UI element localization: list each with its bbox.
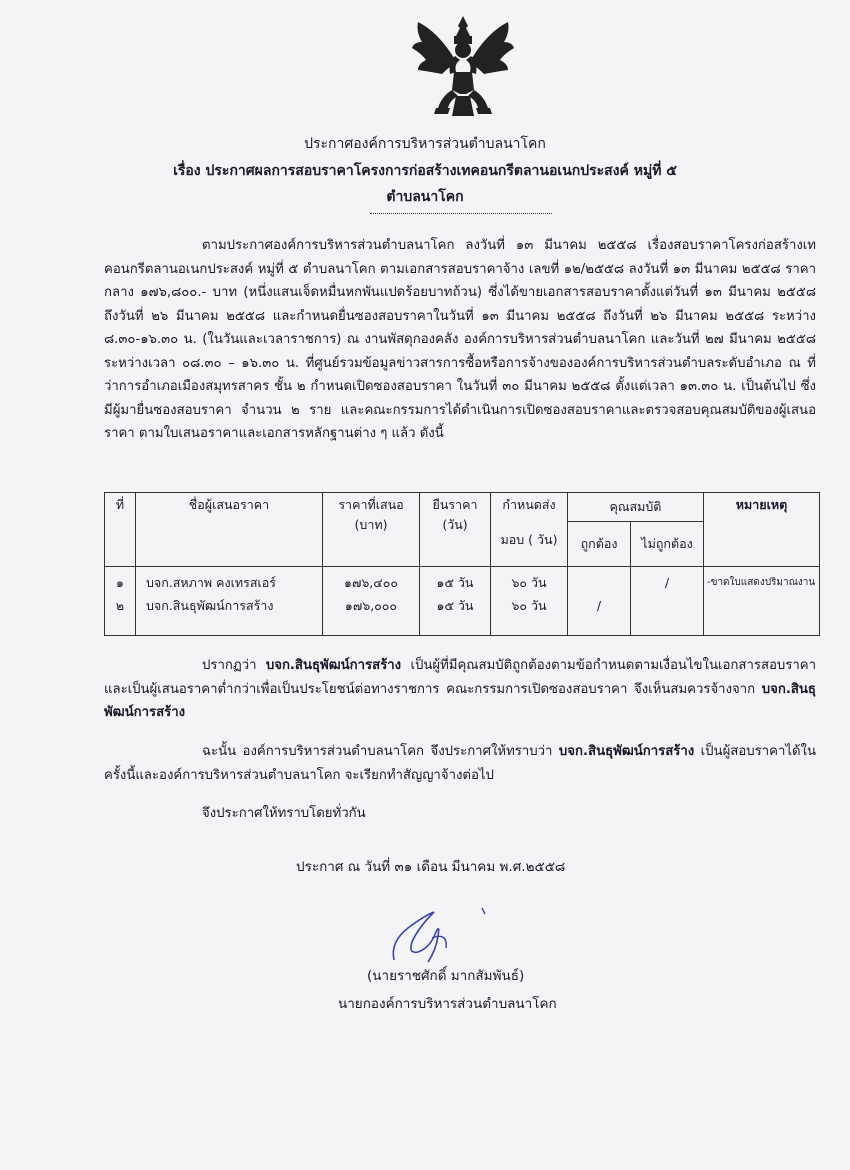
announcement-paragraph: [104, 740, 816, 787]
issuer-title: ประกาศองค์การบริหารส่วนตำบลนาโคก: [304, 136, 546, 152]
col-qualification: คุณสมบัติ: [568, 493, 704, 522]
signature-icon: [388, 902, 488, 968]
col-validity-label: ยืนราคา: [432, 497, 478, 512]
row-delivery: ๖๐ วัน: [511, 598, 547, 613]
row-remark-cell: [704, 567, 820, 636]
row-incorrect-cell: [631, 567, 704, 636]
table-row: [105, 567, 820, 636]
col-incorrect: ไม่ถูกต้อง: [631, 522, 704, 567]
col-bidder: ชื่อผู้เสนอราคา: [136, 493, 323, 567]
col-delivery-unit: มอบ ( วัน): [500, 532, 558, 547]
col-price-unit: (บาท): [354, 517, 388, 532]
col-validity: [420, 493, 491, 567]
announce-text-c: เป็นผู้สอบราคาได้ในครั้งนี้และองค์การบริหารส่วนตำบลนาโคก จะเรียกทำสัญญาจ้างต่อไป: [104, 744, 816, 783]
row-delivery-cell: [491, 567, 568, 636]
row-price: ๑๗๖,๔๐๐: [344, 575, 398, 590]
col-validity-unit: (วัน): [442, 517, 468, 532]
subject-title-line2: ตำบลนาโคก: [386, 189, 464, 205]
date-line: ประกาศ ณ วันที่ ๓๑ เดือน มีนาคม พ.ศ.๒๕๕๘: [296, 859, 566, 875]
signer-title: นายกองค์การบริหารส่วนตำบลนาโคก: [338, 996, 557, 1012]
row-correct-cell: [568, 567, 631, 636]
row-price: ๑๗๖,๐๐๐: [344, 598, 398, 613]
winner-name: บจก.สินธุพัฒน์การสร้าง: [104, 681, 816, 720]
bid-results-table: [104, 492, 820, 636]
result-text-a: ปรากฏว่า: [202, 658, 257, 673]
winner-name: บจก.สินธุพัฒน์การสร้าง: [558, 744, 695, 759]
subject-title: เรื่อง ประกาศผลการสอบราคาโครงการก่อสร้างเทคอนกรีตลานอเนกประสงค์ หมู่ที่ ๕: [173, 163, 677, 179]
garuda-emblem-icon: [408, 12, 518, 124]
general-notice: [104, 802, 816, 826]
announce-text-a: ฉะนั้น องค์การบริหารส่วนตำบลนาโคก จึงประกาศให้ทราบว่า: [202, 744, 553, 759]
row-validity-cell: [420, 567, 491, 636]
row-correct: /: [596, 598, 602, 613]
col-no: ที่: [105, 493, 136, 567]
divider: [370, 213, 552, 214]
row-validity: ๑๕ วัน: [436, 598, 474, 613]
col-price-label: ราคาที่เสนอ: [338, 497, 404, 512]
row-delivery: ๖๐ วัน: [511, 575, 547, 590]
col-remark: หมายเหตุ: [704, 493, 820, 567]
row-remark: -ขาดใบแสดงปริมาณงาน: [707, 577, 816, 588]
col-correct: ถูกต้อง: [568, 522, 631, 567]
row-no-cell: [105, 567, 136, 636]
row-incorrect: /: [664, 575, 670, 590]
winner-name: บจก.สินธุพัฒน์การสร้าง: [265, 658, 402, 673]
col-delivery: [491, 493, 568, 567]
general-notice-text: จึงประกาศให้ทราบโดยทั่วกัน: [202, 806, 366, 821]
row-bidder: บจก.สินธุพัฒน์การสร้าง: [146, 598, 274, 613]
result-paragraph: [104, 654, 816, 725]
col-price: [323, 493, 420, 567]
row-no: ๑: [116, 575, 124, 590]
row-no: ๒: [115, 598, 125, 613]
row-bidder-cell: [136, 567, 323, 636]
col-delivery-label: กำหนดส่ง: [502, 497, 556, 512]
intro-text: ตามประกาศองค์การบริหารส่วนตำบลนาโคก ลงวันที่ ๑๓ มีนาคม ๒๕๕๘ เรื่องสอบราคาโครงก่อสร้างเทคอนกรีตลานอเนกประสงค์ หมู่ที่ ๕ ตำบลนาโคก ตามเอกสารสอบราคาจ้าง เลขที่ ๑๒/๒๕๕๘ ลงวันที่ ๑๓ มีนาคม ๒๕๕๘ ราคากลาง ๑๗๖,๘๐๐.- บาท (หนึ่งแสนเจ็ดหมื่นหกพันแปดร้อยบาทถ้วน) ซึ่งได้ขายเอกสารสอบราคาตั้งแต่วันที่ ๑๓ มีนาคม ๒๕๕๘ ถึงวันที่ ๒๖ มีนาคม ๒๕๕๘ และกำหนดยื่นซองสอบราคาในวันที่ ๑๓ มีนาคม ๒๕๕๘ ถึงวันที่ ๒๖ มีนาคม ๒๕๕๘ ระหว่าง ๘.๓๐-๑๖.๓๐ น. (ในวันและเวลาราชการ) ณ งานพัสดุกองคลัง องค์การบริหารส่วนตำบลนาโคก และวันที่ ๒๗ มีนาคม ๒๕๕๘ ระหว่างเวลา ๐๘.๓๐ – ๑๖.๓๐ น. ที่ศูนย์รวมข้อมูลข่าวสารการซื้อหรือการจ้างขององค์การบริหารส่วนตำบลระดับอำเภอ ณ ที่ว่าการอำเภอเมืองสมุทรสาคร ชั้น ๒ กำหนดเปิดซองสอบราคา ในวันที่ ๓๐ มีนาคม ๒๕๕๘ ตั้งแต่เวลา ๑๓.๓๐ น. เป็นต้นไป ซึ่งมีผู้มายื่นซองสอบราคา จำนวน ๒ ราย และคณะกรรมการได้ดำเนินการเปิดซองสอบราคาและตรวจสอบคุณสมบัติของผู้เสนอราคา ตามใบเสนอราคาและเอกสารหลักฐานต่าง ๆ แล้ว ดังนี้: [104, 238, 816, 441]
intro-paragraph: [104, 234, 816, 446]
result-text-c: เป็นผู้ที่มีคุณสมบัติถูกต้องตามข้อกำหนดตามเงื่อนไขในเอกสารสอบราคาและเป็นผู้เสนอราคาต่ำกว่าเพื่อเป็นประโยชน์ต่อทางราชการ คณะกรรมการเปิดซองสอบราคา จึงเห็นสมควรจ้างจาก: [104, 658, 816, 697]
row-bidder: บจก.สหภาพ คงเทรสเอร์: [146, 575, 276, 590]
signer-name: (นายราชศักดิ์ มากสัมพันธ์): [367, 968, 525, 984]
row-validity: ๑๕ วัน: [436, 575, 474, 590]
row-price-cell: [323, 567, 420, 636]
